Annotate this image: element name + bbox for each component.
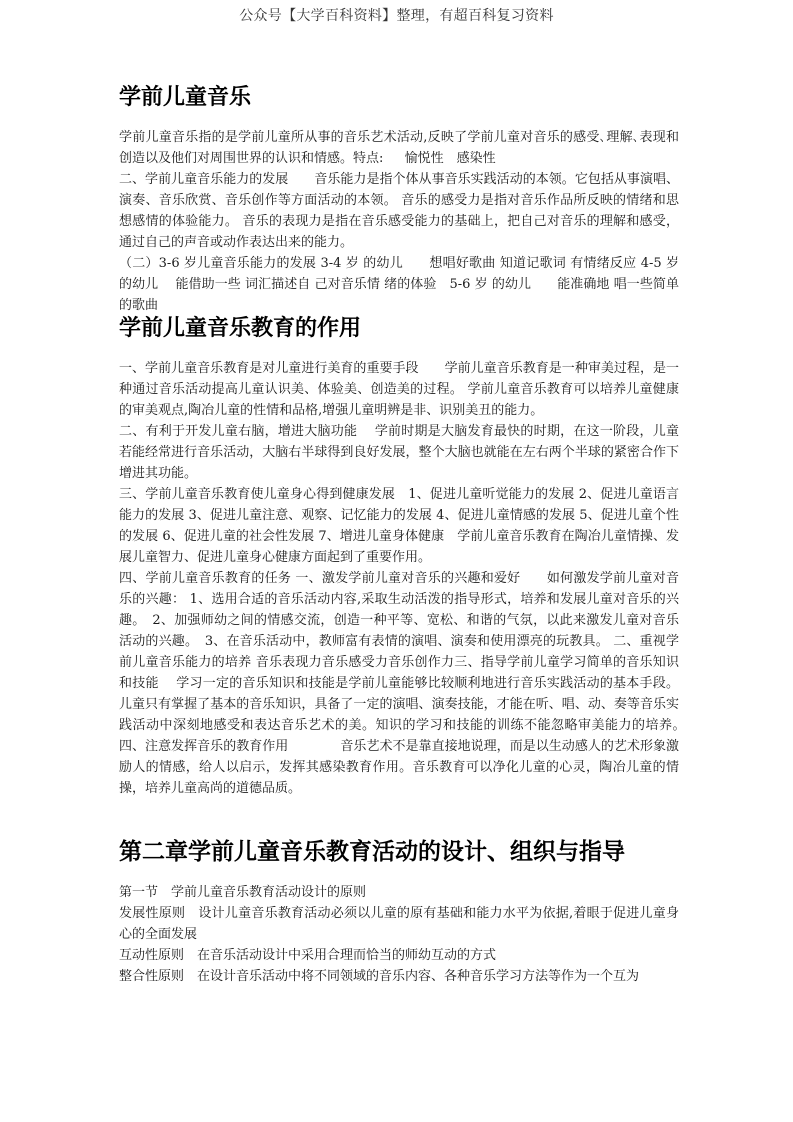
paragraph: 学前儿童音乐指的是学前儿童所从事的音乐艺术活动,反映了学前儿童对音乐的感受､理解､表现和创造以及他们对周围世界的认识和情感。特点: 愉悦性 感染性	[119, 130, 679, 166]
document-body	[119, 80, 732, 987]
paragraph: 发展性原则 设计儿童音乐教育活动必须以儿童的原有基础和能力水平为依据,着眼于促进儿童身心的全面发展	[119, 906, 679, 942]
paragraph: （二）3-6 岁儿童音乐能力的发展 3-4 岁 的幼儿 想唱好歌曲 知道记歌词 有情绪反应 4-5 岁 的幼儿 能借助一些 词汇描述自 己对音乐情 绪的体验 5-6 岁 的幼儿 能准确地 唱一些简单的歌曲	[119, 256, 679, 313]
paragraph: 四、学前儿童音乐教育的任务 一、激发学前儿童对音乐的兴趣和爱好 如何激发学前儿童对音乐的兴趣： 1、选用合适的音乐活动内容,采取生动活泼的指导形式，培养和发展儿童对音乐的兴趣。 2、加强师幼之间的情感交流，创造一种平等、宽松、和谐的气氛，以此来激发儿童对音乐活动的兴趣。 3、在音乐活动中，教师富有表情的演唱、演奏和使用漂亮的玩教具。 二、重视学前儿童音乐能力的培养 音乐表现力音乐感受力音乐创作力三、指导学前儿童学习简单的音乐知识和技能 学习一定的音乐知识和技能是学前儿童能够比较顺利地进行音乐实践活动的基本手段。儿童只有掌握了基本的音乐知识，具备了一定的演唱、演奏技能，才能在听、唱、动、奏等音乐实践活动中深刻地感受和表达音乐艺术的美。知识的学习和技能的训练不能忽略审美能力的培养。 四、注意发挥音乐的教育作用 音乐艺术不是靠直接地说理，而是以生动感人的艺术形象激励人的情感，给人以启示，发挥其感染教育作用。音乐教育可以净化儿童的心灵，陶冶儿童的情操，培养儿童高尚的道德品质。	[119, 571, 732, 796]
paragraph: 二、有利于开发儿童右脑，增进大脑功能 学前时期是大脑发育最快的时期，在这一阶段，儿童若能经常进行音乐活动，大脑右半球得到良好发展，整个大脑也就能在左右两个半球的紧密合作下增进其功能。	[119, 424, 679, 481]
paragraph: 整合性原则 在设计音乐活动中将不同领域的音乐内容、各种音乐学习方法等作为一个互为	[119, 969, 640, 984]
paragraph: 二、学前儿童音乐能力的发展 音乐能力是指个体从事音乐实践活动的本领。它包括从事演唱、演奏、音乐欣赏、音乐创作等方面活动的本领。 音乐的感受力是指对音乐作品所反映的情绪和思想感情的体验能力。 音乐的表现力是指在音乐感受能力的基础上，把自己对音乐的理解和感受，通过自己的声音或动作表达出来的能力。	[119, 172, 679, 250]
section-title-music: 学前儿童音乐	[119, 85, 252, 110]
paragraph: 第一节 学前儿童音乐教育活动设计的原则	[119, 885, 367, 900]
chapter-title: 第二章学前儿童音乐教育活动的设计、组织与指导	[119, 839, 625, 865]
section-title-role: 学前儿童音乐教育的作用	[119, 316, 362, 341]
page-header: 公众号【大学百科资料】整理，有超百科复习资料	[239, 8, 554, 24]
paragraph: 互动性原则 在音乐活动设计中采用合理而恰当的师幼互动的方式	[119, 948, 497, 963]
paragraph: 一、学前儿童音乐教育是对儿童进行美育的重要手段 学前儿童音乐教育是一种审美过程，是一种通过音乐活动提高儿童认识美、体验美、创造美的过程。 学前儿童音乐教育可以培养儿童健康的审美观点,陶冶儿童的性情和品格,增强儿童明辨是非、识别美丑的能力。	[119, 361, 679, 418]
paragraph: 三、学前儿童音乐教育使儿童身心得到健康发展 1、促进儿童听觉能力的发展 2、促进儿童语言能力的发展 3、促进儿童注意、观察、记忆能力的发展 4、促进儿童情感的发展 5、促进儿童个性的发展 6、促进儿童的社会性发展 7、增进儿童身体健康 学前儿童音乐教育在陶冶儿童情操、发展儿童智力、促进儿童身心健康方面起到了重要作用。	[119, 487, 679, 565]
